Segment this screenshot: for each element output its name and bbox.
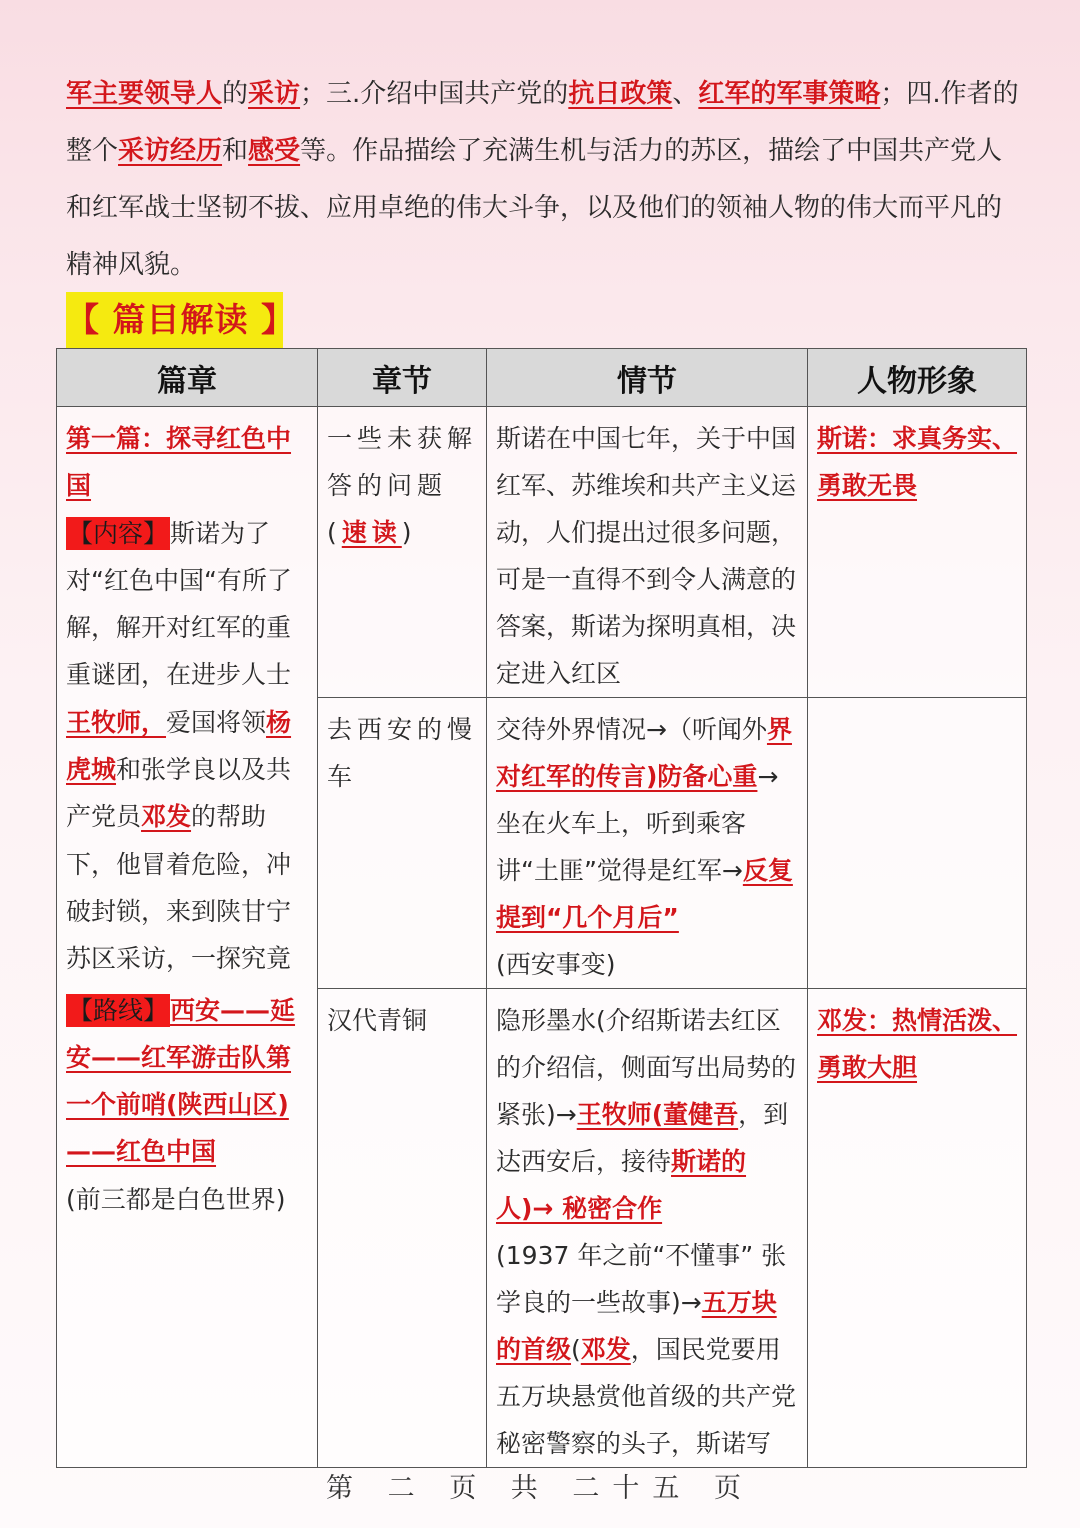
header-part: 篇章 [57, 349, 318, 407]
plot-text: (西安事变) [496, 950, 616, 979]
header-chapter: 章节 [318, 349, 487, 407]
content-text: 斯诺为了 对“红色中国“有所了解，解开对红军的重重谜团，在进步人士 [66, 518, 292, 690]
highlight-text: 感受 [248, 136, 301, 166]
section-title: 【 篇目解读 】 [66, 292, 283, 348]
plot-text: ，国民党要用五万块悬赏他首级的共产党秘密警察的头子，斯诺写 [496, 1335, 797, 1458]
table-row [57, 407, 1027, 698]
highlight-text: 采访 [248, 79, 301, 109]
figure-cell [808, 698, 1027, 989]
chapter-text: ) [401, 518, 417, 547]
plot-cell [487, 407, 808, 698]
body-text: 、 [672, 79, 699, 109]
highlight-text: 邓发 [580, 1335, 631, 1364]
figure-text: 斯诺：求真务实、勇敢无畏 [817, 424, 1018, 500]
chapter-table [56, 348, 1027, 1468]
header-figure: 人物形象 [808, 349, 1027, 407]
plot-cell [487, 989, 808, 1468]
body-text: 和 [222, 136, 249, 166]
highlight-text: 速读 [341, 518, 402, 547]
body-text: 的 [222, 79, 249, 109]
chapter-cell [318, 989, 487, 1468]
highlight-text: 五万块的首级 [496, 1288, 777, 1364]
plot-text: ，到达西安后，接待 [496, 1100, 789, 1176]
plot-text: 斯诺在中国七年，关于中国红军、苏维埃和共产主义运动，人们提出过很多问题，可是一直得不到令人满意的答案，斯诺为探明真相，决定进入红区 [496, 424, 797, 688]
highlight-text: 抗日政策 [568, 79, 673, 109]
highlight-text: 邓发 [141, 802, 192, 832]
highlight-text: 采访经历 [118, 136, 223, 166]
page-footer: 第 二 页 共 二十五 页 [326, 1473, 754, 1504]
plot-text: (1937 年之前“不懂事” 张学良的一些故事)→ [496, 1241, 787, 1317]
body-text: 等。作品描绘了充满生机与活力的苏区，描绘了中国共产党人和红军战士坚韧不拔、应用卓绝的伟大斗争，以及他们的领袖人物的伟大而平凡的精神风貌。 [66, 136, 1003, 280]
highlight-text: 杨虎城 [66, 707, 292, 785]
body-text: ；四.作者的整个 [66, 79, 1019, 166]
highlight-text: 斯诺的人)→ 秘密合作 [496, 1147, 747, 1223]
plot-text: 交待外界情况→（听闻外 [496, 715, 767, 744]
plot-text: →坐在火车上，听到乘客讲“土匪”觉得是红军→ [496, 762, 779, 885]
highlight-text: 反复提到“几个月后” [496, 856, 793, 932]
route-tag: 【路线】 [68, 995, 169, 1025]
plot-cell [487, 698, 808, 989]
header-plot: 情节 [487, 349, 808, 407]
route-note: (前三都是白色世界) [66, 1184, 286, 1214]
body-text: ；三.介绍中国共产党的 [300, 79, 569, 109]
figure-cell [808, 407, 1027, 698]
chapter-text: 汉代青铜 [327, 1006, 428, 1035]
content-text: 的帮助下，他冒着危险，冲破封锁，来到陕甘宁苏区采访，一探究竟 [66, 802, 292, 974]
part-title: 第一篇：探寻红色中国 [66, 424, 292, 501]
content-tag: 【内容】 [68, 518, 169, 548]
intro-paragraph [66, 66, 1026, 294]
table-header-row [57, 349, 1027, 407]
plot-text: 隐形墨水(介绍斯诺去红区的介绍信，侧面写出局势的紧张)→ [496, 1006, 797, 1129]
content-text: 爱国将领 [166, 707, 267, 737]
content-text: 和张学良以及共产党员 [66, 755, 292, 832]
figure-text: 邓发：热情活泼、勇敢大胆 [817, 1006, 1018, 1082]
plot-text: ( [571, 1335, 581, 1364]
chapter-text: 去西安的慢车 [327, 715, 478, 791]
chapter-cell [318, 698, 487, 989]
chapter-text: 一些未获解答的问题( [327, 424, 478, 547]
figure-cell [808, 989, 1027, 1468]
highlight-text: 王牧师， [66, 707, 167, 737]
route-text: 西安——延安——红军游击队第一个前哨(陕西山区)——红色中国 [66, 995, 296, 1167]
chapter-cell [318, 407, 487, 698]
highlight-text: 王牧师(董健吾 [576, 1100, 739, 1129]
highlight-text: 军主要领导人 [66, 79, 223, 109]
highlight-text: 界对红军的传言)防备心重 [496, 715, 792, 791]
part-cell [57, 407, 318, 1468]
highlight-text: 红军的军事策略 [698, 79, 881, 109]
